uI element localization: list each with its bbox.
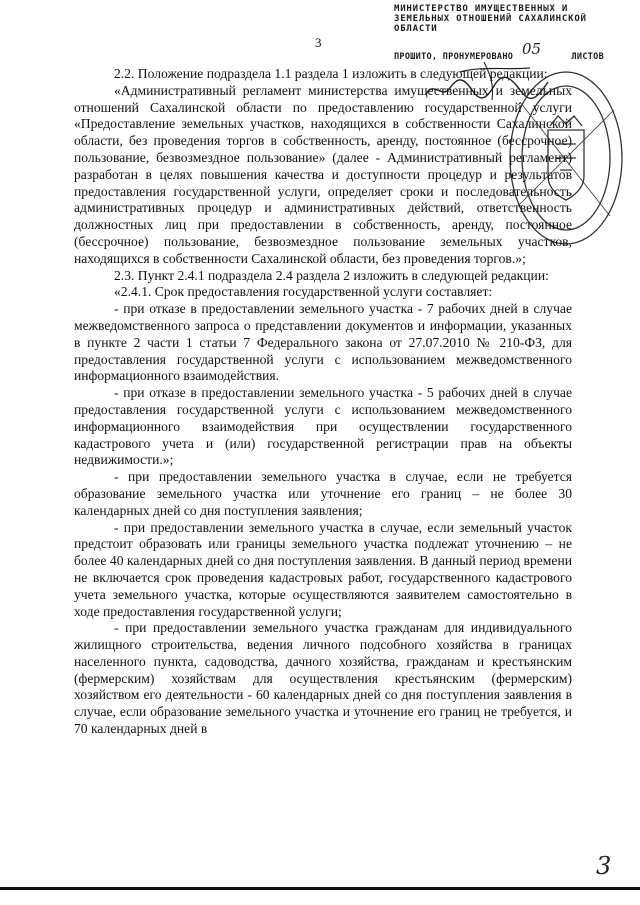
stitched-count: 05 [522, 40, 542, 58]
ministry-stamp [394, 4, 634, 34]
paragraph: 2.3. Пункт 2.4.1 подраздела 2.4 раздела 2 изложить в следующей редакции: [114, 267, 549, 283]
bottom-scan-border [0, 887, 640, 890]
stitched-unit: ЛИСТОВ [571, 52, 604, 62]
paragraph: 2.2. Положение подраздела 1.1 раздела 1 изложить в следующей редакции: [114, 66, 548, 81]
paragraph: «Административный регламент министерства имущественных и земельных отношений Сахалинской области по предоставлению государственной услуги «Предоставление земельных участков, находящихся в собственности Сахалинской области, без проведения торгов в собственность, аренду, постоянное (бессрочное) пользование, безвозмездное пользование» (далее - Административный регламент) разработан в целях повышения качества и доступности процедур и результатов предоставления государственной услуги, определяет сроки и последовательность административных процедур и административных действий, ответственность должностных лиц при предоставлении в собственность, аренду, постоянное (бессрочное) пользование, безвозмездное пользование земельных участков, находящихся в собственности Сахалинской области, без проведения торгов.»; [74, 82, 572, 266]
document-body [74, 66, 572, 738]
handwritten-page-mark: 3 [596, 852, 612, 880]
paragraph: - при предоставлении земельного участка в случае, если не требуется образование земельного участка или уточнение его границ – не более 30 календарных дней со дня поступления заявления; [74, 469, 572, 518]
stamp-line: МИНИСТЕРСТВО ИМУЩЕСТВЕННЫХ И [394, 4, 569, 14]
paragraph: - при отказе в предоставлении земельного участка - 7 рабочих дней в случае межведомственного запроса о представлении документов и информации, указанных в пункте 2 части 1 статьи 7 Федерального закона от 27.07.2010 № 210-ФЗ, для предоставления государственной услуги с использованием межведомственного информационного взаимодействия. [74, 301, 572, 384]
paragraph: - при предоставлении земельного участка гражданам для индивидуального жилищного строительства, ведения личного подсобного хозяйства в границах населенного пункта, садоводства, дачного хозяйства, гражданам и крестьянским (фермерским) хозяйствам для осуществления крестьянским (фермерским) хозяйством его деятельности - 60 календарных дней со дня поступления заявления в случае, если образование земельного участка и уточнение его границ не требуется, и 70 календарных дней в [74, 620, 572, 737]
stitched-label: ПРОШИТО, ПРОНУМЕРОВАНО [394, 52, 514, 62]
stamp-line: ОБЛАСТИ [394, 24, 438, 34]
paragraph: «2.4.1. Срок предоставления государственной услуги составляет: [114, 284, 493, 300]
paragraph: - при предоставлении земельного участка в случае, если земельный участок предстоит образовать или границы земельного участка подлежат уточнению – не более 40 календарных дней со дня поступления заявления. В данный период времени не включается срок проведения кадастровых работ, государственного кадастрового учета земельного участка, которые осуществляются заявителем самостоятельно в ходе предоставления государственной услуги; [74, 519, 572, 619]
stamp-line: ЗЕМЕЛЬНЫХ ОТНОШЕНИЙ САХАЛИНСКОЙ [394, 14, 587, 24]
paragraph: - при отказе в предоставлении земельного участка - 5 рабочих дней в случае предоставления государственной услуги с использованием межведомственного информационного взаимодействия при осуществлении государственного кадастрового учета и (или) государственной регистрации прав на объекты недвижимости.»; [74, 385, 572, 468]
page-number: 3 [315, 35, 322, 50]
